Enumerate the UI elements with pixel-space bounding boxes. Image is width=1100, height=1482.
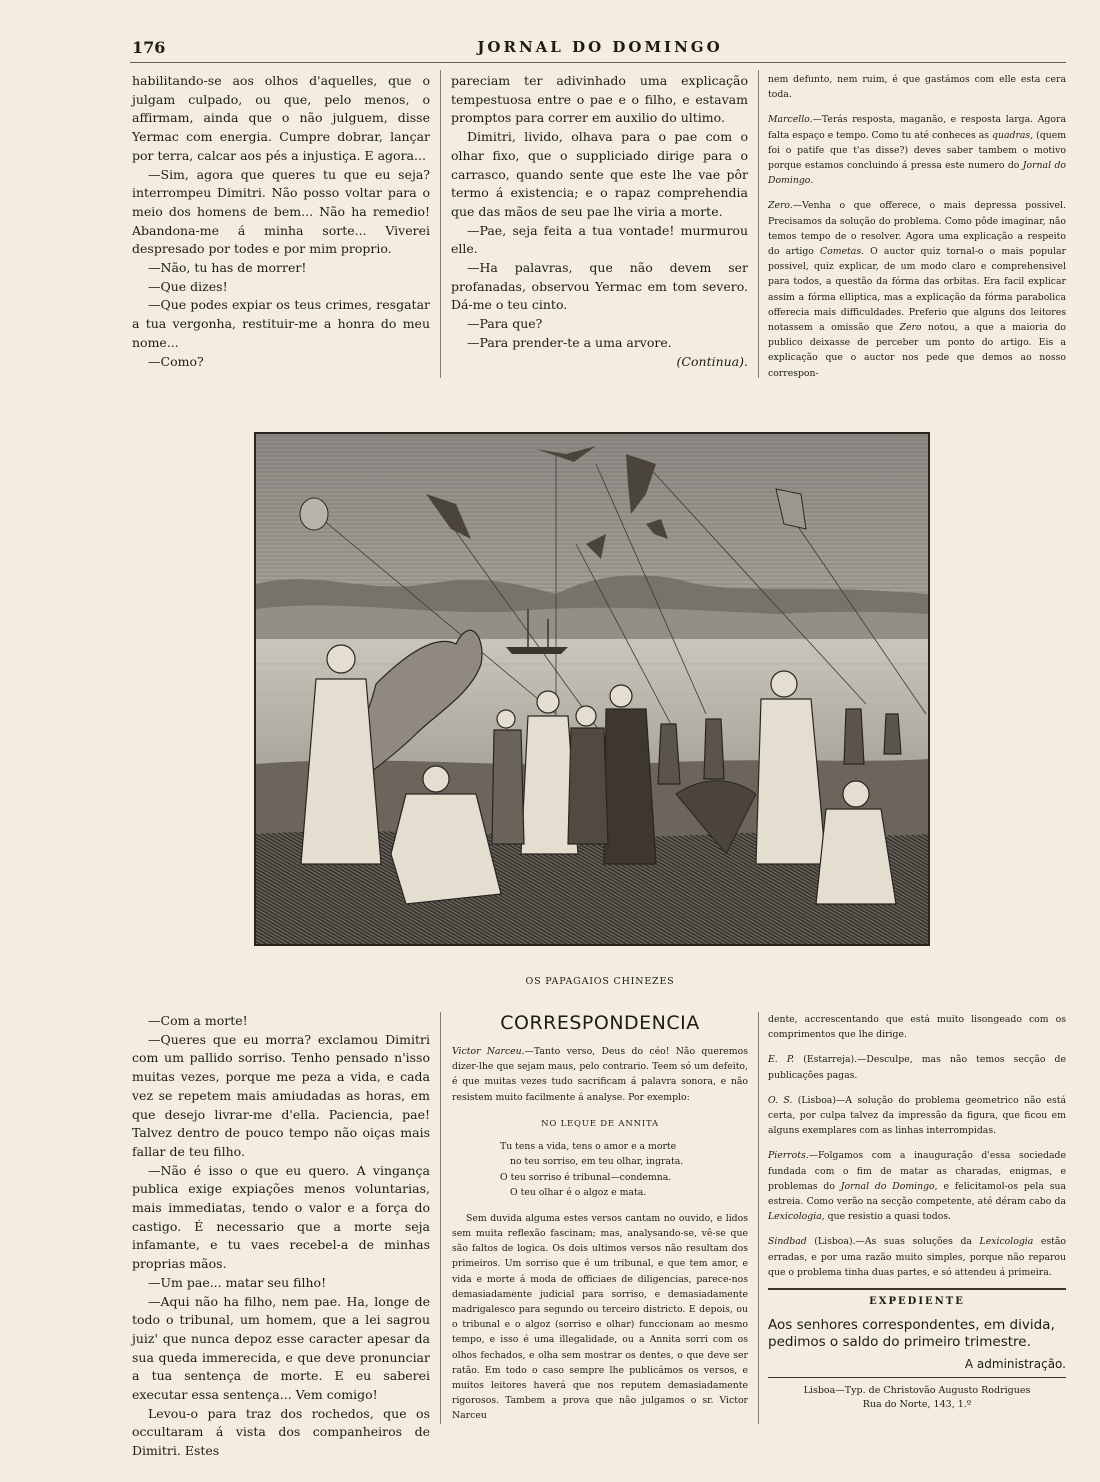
engraving-picture	[256, 434, 928, 944]
correspondent-name: Marcello.	[768, 114, 813, 126]
expediente-heading: EXPEDIENTE	[768, 1288, 1066, 1307]
expediente-text: Aos senhores correspondentes, em divida, pedimos o saldo do primeiro trimestre.	[768, 1317, 1055, 1351]
column-rule	[758, 1012, 759, 1424]
page-number: 176	[132, 38, 166, 57]
engraving-chinese-kites	[254, 432, 930, 946]
paragraph: —Não, tu has de morrer!	[148, 260, 307, 276]
paragraph: E. P. (Estarreja).—Desculpe, mas não temos secção de publicações pagas.	[768, 1054, 1066, 1081]
paragraph: —Que dizes!	[148, 278, 228, 294]
paragraph: —Para que?	[467, 316, 543, 332]
correspondent-name: Zero.	[768, 200, 793, 212]
poem-line: no teu sorriso, em teu olhar, ingrata.	[510, 1156, 684, 1168]
printer-imprint	[768, 1377, 1066, 1412]
paragraph: —Um pae... matar seu filho!	[148, 1274, 327, 1290]
poem-line: O teu sorriso é tribunal—condemna.	[500, 1171, 672, 1183]
paragraph: habilitando-se aos olhos d'aquelles, que o julgam culpado, ou que, pelo menos, o affirmam, ainda que o não julguem, disse Yermac com energia. Cumpre dobrar, lançar por terra, calcar aos pés a injustiça. E agora...	[132, 73, 430, 163]
column-rule	[758, 70, 759, 378]
story-column-top-left	[132, 72, 430, 382]
section-title: CORRESPONDENCIA	[500, 1012, 700, 1034]
paragraph: Victor Narceu.—Tanto verso, Deus do céo! Não queremos dizer-lhe que sejam maus, pelo contrario. Teem só um defeito, é que muitas vezes tudo sacrificam á palavra sonora, e não resistem muito facilmente á analyse. Por exemplo:	[452, 1046, 748, 1103]
paragraph: Pierrots.—Folgamos com a inauguração d'essa sociedade fundada com o fim de matar as charadas, enigmas, e problemas do Jornal do Domingo, e felicitamol-os pela sua estreia. Como verão na secção competente, até déram cabo da Lexicologia, que resistio a quasi todos.	[768, 1150, 1067, 1223]
paragraph: —Ha palavras, que não devem ser profanadas, observou Yermac em tom severo. Dá-me o teu cinto.	[451, 260, 748, 313]
imprint-line: Lisboa—Typ. de Christovão Augusto Rodrigues	[803, 1385, 1031, 1397]
paragraph: Sem duvida alguma estes versos cantam no ouvido, e lidos sem muita reflexão fascinam; mas, analysando-se, vê-se que são faltos de logica. Os dois ultimos versos não resultam dos primeiros. Um sorriso que é um tribunal, e que tem amor, e vida e morte á moda de officiaes de diligencias, parece-nos demasiadamente judicial para sorriso, e demasiadamente madrigalesco para segundo ou terceiro districto. E depois, ou o tribunal e o algoz (sorriso e olhar) funccionam ao mesmo tempo, e isso é uma illegalidade, ou a Annita sorri com os olhos fechados, e olha sem mostrar os dentes, o que deve ser ratão. Em todo o caso sempre lhe publicámos os versos, e muitos leitores haverá que nos reputem demasiadamente rigorosos. Tambem a prova que não julgamos o sr. Victor Narceu	[452, 1212, 748, 1422]
correspondent-name: Victor Narceu.	[452, 1046, 525, 1057]
paragraph: —Pae, seja feita a tua vontade! murmurou elle.	[451, 222, 748, 257]
correspondence-column-bottom-right	[768, 1012, 1066, 1432]
paragraph: Marcello.—Terás resposta, maganão, e resposta larga. Agora falta espaço e tempo. Como tu até conheces as quadras, (quem foi o patife que t'as disse?) deves saber tambem o motivo porque estamos concluindo á pressa este numero do Jornal do Domingo.	[768, 114, 1067, 187]
paragraph: Dimitri, livido, olhava para o pae com o olhar fixo, que o suppliciado dirige para o carrasco, quando sente que este lhe vae pôr termo á existencia; e o rapaz comprehendia que das mãos de seu pae lhe viria a morte.	[451, 129, 748, 219]
expediente-signature: A administração.	[964, 1357, 1066, 1372]
story-column-bottom-left	[132, 1012, 430, 1459]
paragraph: —Que podes expiar os teus crimes, resgatar a tua vergonha, restituir-me a honra do meu nome...	[132, 297, 430, 350]
paragraph: —Aqui não ha filho, nem pae. Ha, longe de todo o tribunal, um homem, que a lei sagrou juiz' que nunca depoz esse caracter apesar da sua queda immerecida, e que deve pronunciar a tua sentença de morte. E eu saberei executar essa sentença... Vem comigo!	[132, 1293, 430, 1403]
poem-line: Tu tens a vida, tens o amor e a morte	[500, 1140, 677, 1152]
correspondent-name: Pierrots.	[768, 1150, 809, 1162]
poem-line: O teu olhar é o algoz e mata.	[510, 1187, 647, 1199]
paragraph: —Com a morte!	[148, 1013, 248, 1028]
paragraph: —Sim, agora que queres tu que eu seja? interrompeu Dimitri. Não posso voltar para o meio dos homens de bem... Não ha remedio! Abandona-me á minha sorte... Viverei despresado por todes e por mim proprio.	[132, 166, 430, 257]
imprint-line: Rua do Norte, 143, 1.º	[862, 1399, 972, 1411]
correspondent-name: E. P.	[768, 1054, 795, 1066]
poem	[452, 1139, 748, 1201]
paragraph: O. S. (Lisboa)—A solução do problema geometrico não está certa, por culpa talvez da impressão da figura, que ficou em alguns exemplares com as linhas interrompidas.	[768, 1094, 1067, 1137]
paragraph: Zero.—Venha o que offerece, o mais depressa possivel. Precisamos da solução do problema. Como pôde imaginar, não temos tempo de o resolver. Agora uma explicação a respeito do artigo Cometas. O auctor quiz tornal-o o mais popular possivel, quiz explicar, de um modo claro e comprehensivel para todos, a questão da fórma das orbitas. Era facil explicar assim a fórma elliptica, mas a explicação da fórma parabolica offerecia mais difficuldades. Preferio que alguns dos leitores notassem a omissão que Zero notou, a que a maioria do publico deixasse de perceber um ponto do artigo. Eis a explicação que o auctor nos pede que demos ao nosso correspon-	[768, 200, 1066, 379]
paragraph: pareciam ter adivinhado uma explicação tempestuosa entre o pae e o filho, e estavam promptos para correr em auxilio do ultimo.	[451, 73, 748, 126]
paragraph: Sindbad (Lisboa).—As suas soluções da Lexicologia estão erradas, e por uma razão muito simples, porque não reparou que o problema tinha duas partes, e só attendeu á primeira.	[768, 1236, 1066, 1278]
masthead: JORNAL DO DOMINGO	[477, 38, 723, 56]
column-rule	[440, 1012, 441, 1424]
column-rule	[440, 70, 441, 378]
continua-note: (Continua).	[676, 353, 748, 369]
paragraph: —Para prender-te a uma arvore.	[467, 334, 672, 350]
paragraph: Levou-o para traz dos rochedos, que os occultaram á vista dos companheiros de Dimitri. Estes	[132, 1405, 430, 1459]
figure-caption: OS PAPAGAIOS CHINEZES	[525, 976, 675, 987]
paragraph: nem defunto, nem ruim, é que gastámos com elle esta cera toda.	[768, 74, 1066, 101]
correspondent-name: Sindbad	[768, 1236, 807, 1248]
paragraph: dente, accrescentando que está muito lisongeado com os comprimentos que lhe dirige.	[768, 1014, 1066, 1041]
correspondent-name: O. S.	[768, 1094, 793, 1106]
poem-title: NO LEQUE DE ANNITA	[541, 1118, 659, 1129]
paragraph: —Como?	[148, 353, 204, 369]
header-rule	[130, 62, 1066, 63]
paragraph: —Queres que eu morra? exclamou Dimitri com um pallido sorriso. Tenho pensado n'isso muitas vezes, porque me peza a vida, e cada vez se repetem mais amiudadas as horas, em que desejo livrar-me d'ella. Paciencia, pae! Talvez dentro de pouco tempo não oiças mais fallar de teu filho.	[132, 1031, 430, 1159]
paragraph: —Não é isso o que eu quero. A vingança publica exige expiações menos voluntarias, mais immediatas, tendo o valor e a força do castigo. É necessario que a morte seja infamante, e tu vaes recebel-a de minhas proprias mãos.	[132, 1162, 430, 1272]
correspondence-column-bottom-middle	[452, 1044, 748, 1424]
story-column-top-middle	[451, 72, 748, 382]
correspondence-column-top-right	[768, 72, 1067, 379]
